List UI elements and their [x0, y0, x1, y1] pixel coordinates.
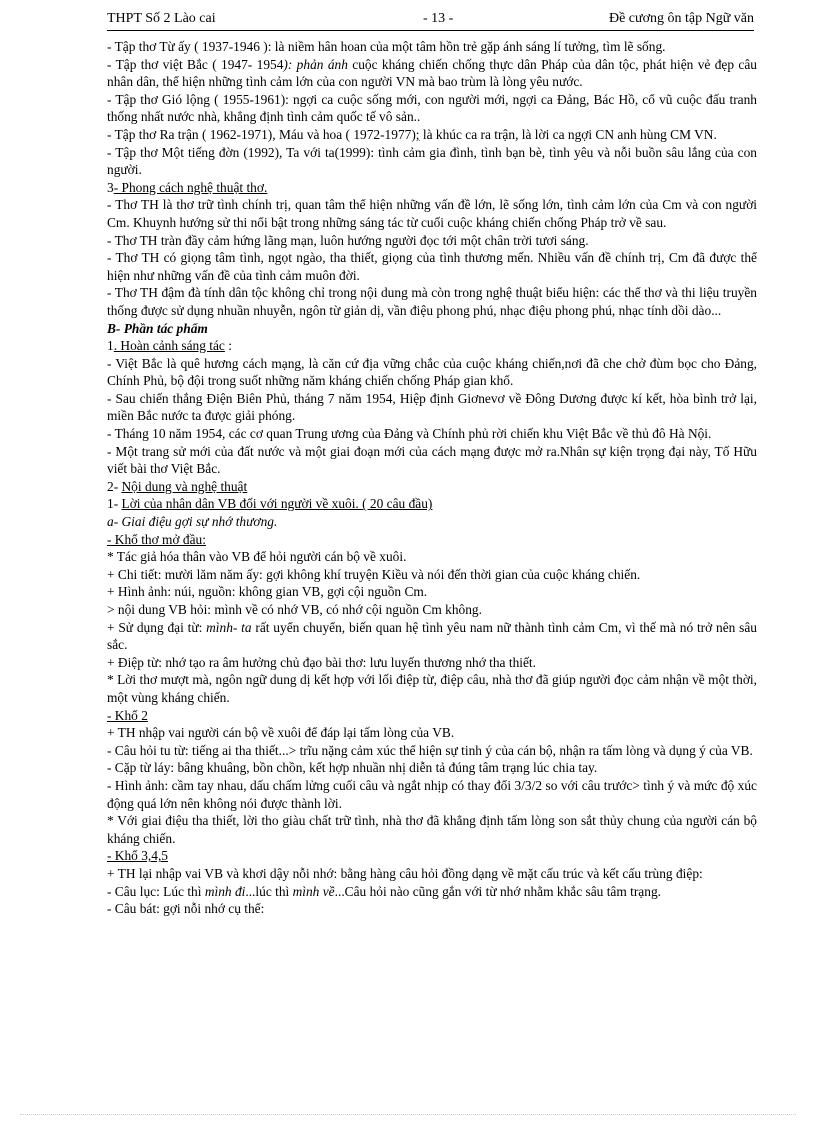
document-body: [107, 38, 757, 918]
paragraph: - Việt Bắc là quê hương cách mạng, là căn cứ địa vững chắc của cuộc kháng chiến,nơi đã che chở đùm bọc cho Đảng, Chính Phủ, bộ đội trong suốt những năm kháng chiến chống Pháp gian khổ.: [107, 355, 757, 389]
paragraph: - Hình ảnh: cầm tay nhau, dấu chấm lửng cuối câu và ngắt nhịp có thay đổi 3/3/2 so với câu trước> tình ý và mức độ xúc động quá lớn nên không nói được thành lời.: [107, 777, 757, 811]
paragraph: - Thơ TH là thơ trữ tình chính trị, quan tâm thể hiện những vấn đề lớn, lẽ sống lớn, tình cảm lớn của Cm và con người Cm. Khuynh hướng sử thi nổi bật trong những sáng tác từ cuối cuộc kháng chiến chống Pháp trở về sau.: [107, 197, 757, 230]
text-run: );: [411, 126, 420, 142]
heading-number: 1-: [107, 496, 122, 512]
text-run: rất uyển chuyển, biến quan hệ tình yêu nam nữ thành tình cảm Cm, vì thế mà nó trở nên sâu sắc.: [107, 619, 757, 653]
paragraph: - Tập thơ Gió lộng ( 1955-1961): ngợi ca cuộc sống mới, con người mới, ngợi ca Đảng, Bác Hồ, cổ vũ cuộc đấu tranh thống nhất nước nhà, khẳng định tình cảm quốc tế vô sản..: [107, 91, 757, 125]
text-run: là khúc ca ra trận, là lời ca ngợi CN anh hùng CM VN.: [419, 126, 717, 142]
heading-text: - Phong cách nghệ thuật thơ.: [113, 179, 268, 195]
paragraph: - Thơ TH có giọng tâm tình, ngọt ngào, tha thiết, giọng của tình thương mến. Nhiều vấn đề chính trị, Cm đã được thể hiện như những vấn đề của tình cảm muôn đời.: [107, 250, 757, 283]
paragraph: [107, 56, 757, 91]
paragraph: - Cặp từ láy: bâng khuâng, bồn chồn, kết hợp nhuần nhị diễn tả đúng tâm trạng lúc chia tay.: [107, 760, 598, 776]
subsection-heading: a- Giai điệu gợi sự nhớ thương.: [107, 514, 278, 530]
text-run: mình về: [292, 883, 335, 899]
text-run: mình- ta: [206, 619, 252, 635]
text-run: ...lúc thì: [245, 883, 293, 899]
paragraph: + TH lại nhập vai VB và khơi dậy nỗi nhớ: bằng hàng câu hỏi đồng dạng về mặt cấu trúc và kết cấu trùng điệp:: [107, 865, 703, 881]
paragraph: + Điệp từ: nhớ tạo ra âm hưởng chủ đạo bài thơ: lưu luyến thương nhớ tha thiết.: [107, 654, 536, 670]
heading-number: 1: [107, 338, 114, 354]
page-bottom-border: [20, 1114, 796, 1115]
heading-tail: :: [224, 338, 232, 354]
paragraph: * Với giai điệu tha thiết, lời tho giàu chất trữ tình, nhà thơ đã khẳng định tấm lòng son sắt thủy chung của người cán bộ kháng chiến.: [107, 813, 757, 846]
heading-text: . Hoàn cảnh sáng tác: [113, 338, 225, 354]
section-heading: [107, 337, 757, 355]
paragraph: [107, 619, 757, 654]
header-page-number: - 13 -: [423, 11, 454, 26]
paragraph: [107, 126, 757, 144]
text-run: mình đi: [204, 883, 246, 899]
paragraph: - Thơ TH tràn đầy cảm hứng lãng mạn, luôn hướng người đọc tới một chân trời tươi sáng.: [107, 232, 589, 248]
text-run: cuộc kháng chiến chống thực dân Pháp của dân tộc, phát hiện vẻ đẹp câu nhân dân, thể hiện những tình cảm lớn của con người VN mà bao trùm là lòng yêu nước.: [107, 56, 757, 90]
text-run: - Tập thơ Ra trận ( 1962-1971), Máu và hoa ( 1972-1977: [107, 126, 412, 142]
text-run: ...Câu hỏi nào cũng gắn với từ nhớ nhằm khắc sâu tâm trạng.: [334, 883, 661, 899]
paragraph: - Câu hỏi tu từ: tiếng ai tha thiết...> trĩu nặng cảm xúc thể hiện sự tinh ý của cán bộ, nhận ra tấm lòng và dụng ý của VB.: [107, 742, 753, 758]
text-run: ): phản ánh: [283, 56, 348, 72]
paragraph: * Lời thơ mượt mà, ngôn ngữ dung dị kết hợp với lối điệp từ, điệp câu, nhà thơ đã giúp người đọc cảm nhận về một thời, một vùng kháng chiến.: [107, 672, 757, 705]
subsection-heading: - Khổ 3,4,5: [107, 848, 168, 864]
heading-text: Nội dung và nghệ thuật: [121, 478, 248, 494]
paragraph: - Tập thơ Từ ấy ( 1937-1946 ): là niềm hân hoan của một tâm hồn trẻ gặp ánh sáng lí tưởng, tìm lẽ sống.: [107, 39, 666, 54]
paragraph: > nội dung VB hỏi: mình về có nhớ VB, có nhớ cội nguồn Cm không.: [107, 602, 482, 617]
paragraph: [107, 883, 757, 901]
paragraph: + TH nhập vai người cán bộ về xuôi để đáp lại tấm lòng của VB.: [107, 725, 455, 741]
heading-text: Lời của nhân dân VB đối với người về xuôi. ( 20 câu đầu): [121, 496, 433, 512]
text-run: - Tập thơ việt Bắc ( 1947- 1954: [107, 56, 284, 72]
section-heading: [107, 495, 757, 513]
section-heading: [107, 179, 757, 197]
heading-number: 2-: [107, 478, 122, 494]
paragraph: - Một trang sử mới của đất nước và một giai đoạn mới của cách mạng được mở ra.Nhân sự kiện trọng đại này, Tố Hữu viết bài thơ Việt Bắc.: [107, 443, 757, 477]
subsection-heading: - Khổ 2: [107, 707, 148, 723]
paragraph: - Thơ TH đậm đà tính dân tộc không chỉ trong nội dung mà còn trong nghệ thuật biểu hiện: các thể thơ và thi liệu truyền thống được sử dụng nhuần nhuyễn, ngôn từ giản dị, vần điệu phong phú, nhạc điệu phong phú, nhạc tính dồi dào...: [107, 285, 757, 318]
paragraph: - Tháng 10 năm 1954, các cơ quan Trung ương của Đảng và Chính phủ rời chiến khu Việt Bắc về thủ đô Hà Nội.: [107, 426, 712, 442]
paragraph: + Hình ảnh: núi, nguồn: không gian VB, gợi cội nguồn Cm.: [107, 584, 428, 600]
heading-number: 3: [107, 179, 114, 195]
paragraph: - Tập thơ Một tiếng đờn (1992), Ta với ta(1999): tình cảm gia đình, tình bạn bè, tình yêu và nỗi buồn sâu lắng của con người.: [107, 144, 757, 178]
header-school: THPT Số 2 Lào cai: [107, 11, 216, 26]
page-header: [107, 8, 754, 31]
part-heading: B- Phần tác phẩm: [107, 320, 208, 336]
paragraph: - Câu bát: gợi nỗi nhớ cụ thể:: [107, 901, 265, 917]
paragraph: + Chi tiết: mười lăm năm ấy: gợi không khí truyện Kiều và nói đến thời gian của cuộc kháng chiến.: [107, 566, 641, 582]
header-subject: Đề cương ôn tập Ngữ văn: [608, 11, 754, 26]
paragraph: - Sau chiến thắng Điện Biên Phủ, tháng 7 năm 1954, Hiệp định Giơnevơ về Đông Dương được kí kết, hòa bình trở lại, miền Bắc nước ta được giải phóng.: [107, 390, 757, 424]
section-heading: [107, 478, 757, 496]
paragraph: * Tác giả hóa thân vào VB để hỏi người cán bộ về xuôi.: [107, 549, 407, 565]
text-run: + Sử dụng đại từ:: [107, 619, 207, 635]
text-run: - Câu lục: Lúc thì: [107, 883, 205, 899]
subsection-heading: - Khổ thơ mở đầu:: [107, 531, 206, 547]
